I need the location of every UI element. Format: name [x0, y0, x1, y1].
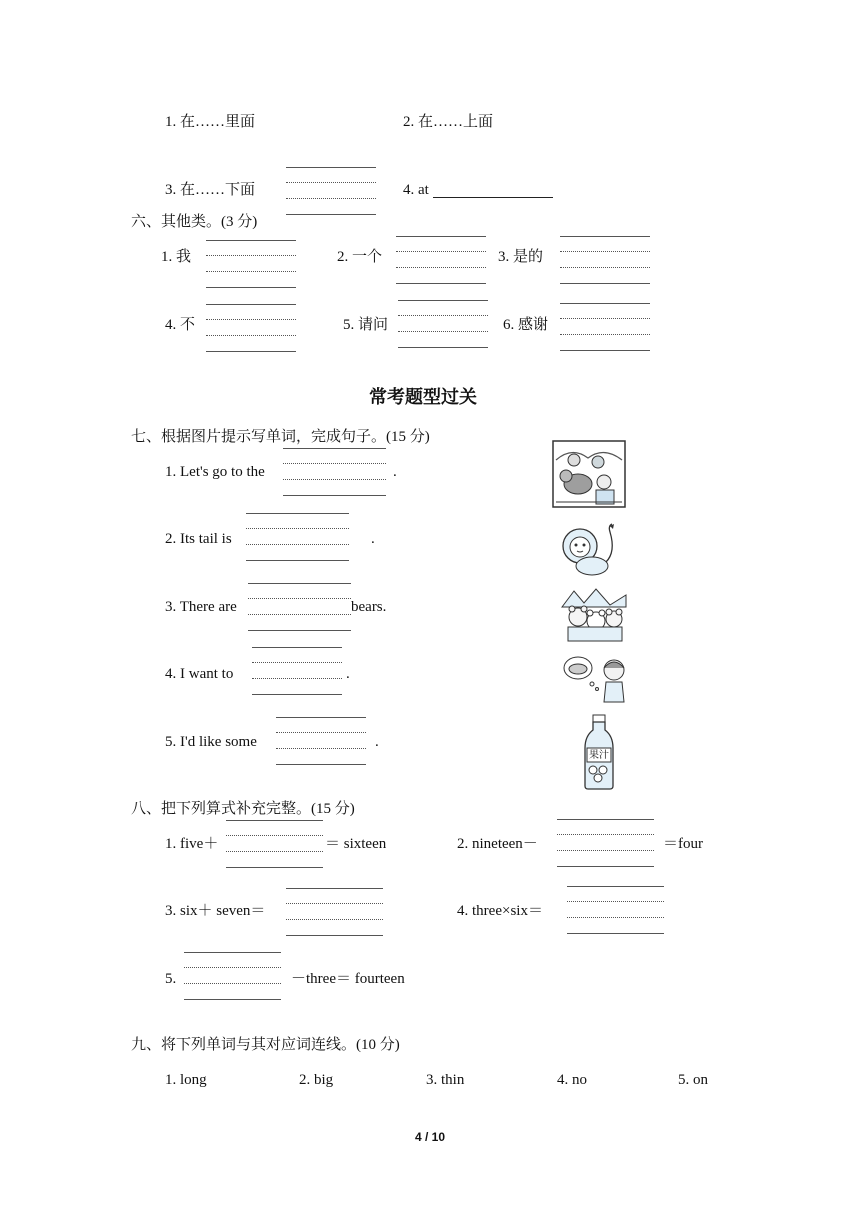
part7-sentence-1-end: .: [393, 464, 397, 480]
part6-q5: 5. 请问: [343, 317, 389, 333]
answer-box-part6-q3[interactable]: [560, 236, 650, 284]
part6-q6: 6. 感谢: [503, 317, 549, 333]
part5-q2: 2. 在……上面: [403, 114, 494, 130]
part5-q1: 1. 在……里面: [165, 114, 256, 130]
part8-equation-1-left: 1. five＋: [165, 836, 219, 852]
part6-heading: 六、其他类。(3 分): [131, 214, 258, 230]
answer-box-part7-3[interactable]: [248, 583, 351, 631]
part7-sentence-4-end: .: [346, 666, 350, 682]
page-number: 4 / 10: [414, 1130, 446, 1144]
part8-equation-5-right: －three＝ fourteen: [291, 971, 405, 987]
part6-q2: 2. 一个: [337, 249, 383, 265]
part8-heading: 八、把下列算式补充完整。(15 分): [131, 801, 355, 817]
part7-sentence-2: 2. Its tail is: [165, 531, 232, 547]
part7-sentence-5-end: .: [375, 734, 379, 750]
part8-equation-4-left: 4. three×six＝: [457, 903, 543, 919]
answer-box-part7-5[interactable]: [276, 717, 366, 765]
part8-equation-1-right: ＝ sixteen: [325, 836, 387, 852]
answer-box-part8-4[interactable]: [567, 886, 664, 934]
part7-sentence-2-end: .: [371, 531, 375, 547]
part8-equation-3-left: 3. six＋ seven＝: [165, 903, 266, 919]
part7-sentence-1: 1. Let's go to the: [165, 464, 265, 480]
answer-box-part8-2[interactable]: [557, 819, 654, 867]
part7-sentence-3: 3. There are: [165, 599, 237, 615]
part5-q4: 4. at: [403, 182, 429, 198]
part6-q3: 3. 是的: [498, 249, 544, 265]
section-title: 常考题型过关: [369, 387, 477, 408]
part8-equation-2-right: ＝four: [663, 836, 703, 852]
part7-sentence-3-end: bears.: [351, 599, 387, 615]
answer-box-part8-5[interactable]: [184, 952, 281, 1000]
answer-box-part5-q3[interactable]: [286, 167, 376, 215]
part8-equation-2-left: 2. nineteen－: [457, 836, 538, 852]
lion-picture: [558, 522, 620, 580]
answer-box-part7-2[interactable]: [246, 513, 349, 561]
part9-heading: 九、将下列单词与其对应词连线。(10 分): [131, 1037, 400, 1053]
answer-box-part6-q1[interactable]: [206, 240, 296, 288]
part9-word-1[interactable]: 1. long: [165, 1072, 207, 1088]
answer-box-part7-1[interactable]: [283, 448, 386, 496]
part9-word-5[interactable]: 5. on: [678, 1072, 708, 1088]
part9-word-3[interactable]: 3. thin: [426, 1072, 465, 1088]
eating-thought-picture: [562, 654, 632, 704]
juice-label: 果汁: [589, 750, 609, 761]
answer-box-part6-q6[interactable]: [560, 303, 650, 351]
part7-sentence-5: 5. I'd like some: [165, 734, 257, 750]
part9-word-2[interactable]: 2. big: [299, 1072, 334, 1088]
answer-line-part5-q4[interactable]: [433, 197, 553, 198]
answer-box-part6-q2[interactable]: [396, 236, 486, 284]
part8-equation-5-left: 5.: [165, 971, 177, 987]
bears-picture: [560, 583, 628, 645]
answer-box-part6-q4[interactable]: [206, 304, 296, 352]
part9-word-4[interactable]: 4. no: [557, 1072, 587, 1088]
part7-sentence-4: 4. I want to: [165, 666, 234, 682]
answer-box-part8-1[interactable]: [226, 820, 323, 868]
part7-heading: 七、根据图片提示写单词，完成句子。(15 分): [131, 429, 430, 445]
part6-q1: 1. 我: [161, 249, 192, 265]
answer-box-part6-q5[interactable]: [398, 300, 488, 348]
part5-q3: 3. 在……下面: [165, 182, 256, 198]
zoo-picture: [552, 440, 626, 508]
answer-box-part8-3[interactable]: [286, 888, 383, 936]
part6-q4: 4. 不: [165, 317, 196, 333]
answer-box-part7-4[interactable]: [252, 647, 342, 695]
